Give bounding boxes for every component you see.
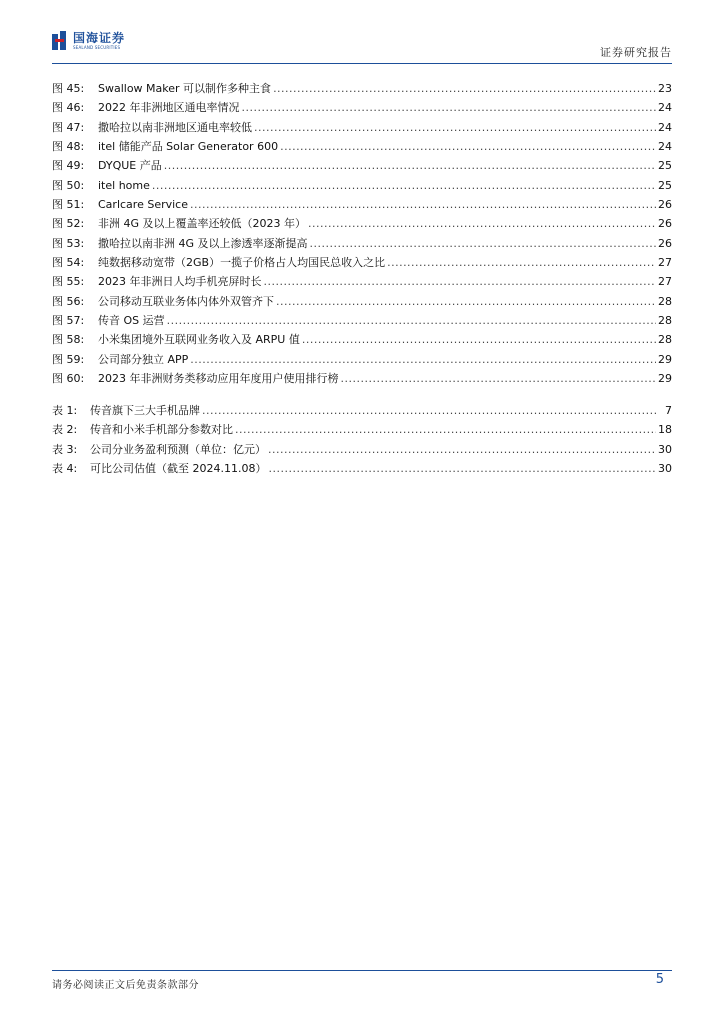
figure-title: 撒哈拉以南非洲 4G 及以上渗透率逐渐提高 (98, 236, 308, 250)
table-entry[interactable] (52, 402, 672, 421)
figure-label: 图 54: (52, 256, 85, 270)
dot-leader (190, 198, 656, 211)
figure-label: 图 58: (52, 333, 85, 347)
header-divider (52, 63, 672, 64)
figure-page-number: 29 (658, 372, 672, 386)
figure-page-number: 24 (658, 101, 672, 115)
figure-entry[interactable] (52, 215, 672, 234)
figure-label: 图 60: (52, 372, 85, 386)
dot-leader (268, 443, 656, 456)
figure-label: 图 46: (52, 101, 85, 115)
dot-leader (302, 333, 656, 346)
figure-title: 2023 年非洲财务类移动应用年度用户使用排行榜 (98, 372, 339, 386)
table-title: 公司分业务盈利预测（单位：亿元） (90, 442, 266, 456)
dot-leader (264, 275, 657, 288)
table-title: 传音和小米手机部分参数对比 (90, 423, 233, 437)
figure-title: 传音 OS 运营 (98, 314, 165, 328)
figure-page-number: 27 (658, 256, 672, 270)
figure-entry[interactable] (52, 177, 672, 196)
dot-leader (308, 217, 656, 230)
figure-entry[interactable] (52, 235, 672, 254)
dot-leader (268, 462, 656, 475)
figure-page-number: 24 (658, 120, 672, 134)
page-number: 5 (655, 972, 664, 987)
figure-entry[interactable] (52, 293, 672, 312)
dot-leader (276, 295, 656, 308)
figure-entry[interactable] (52, 254, 672, 273)
dot-leader (254, 121, 656, 134)
figure-label: 图 52: (52, 217, 85, 231)
table-label: 表 1: (52, 404, 78, 417)
logo-name-en: SEALAND SECURITIES (73, 45, 121, 50)
dot-leader (202, 404, 656, 417)
figure-label: 图 56: (52, 294, 85, 308)
table-title: 传音旗下三大手机品牌 (90, 404, 200, 417)
figure-title: 公司部分独立 APP (98, 352, 189, 366)
figure-page-number: 27 (658, 275, 672, 289)
figure-page-number: 24 (658, 140, 672, 154)
figure-label: 图 55: (52, 275, 85, 289)
figure-page-number: 23 (658, 82, 672, 95)
table-label: 表 2: (52, 423, 78, 437)
figure-label: 图 47: (52, 120, 85, 134)
table-entry[interactable] (52, 421, 672, 440)
table-page-number: 7 (665, 404, 672, 417)
figure-entry[interactable] (52, 312, 672, 331)
figure-page-number: 29 (658, 352, 672, 366)
table-page-number: 30 (658, 462, 672, 476)
figure-entry[interactable] (52, 80, 672, 99)
dot-leader (387, 256, 656, 269)
disclaimer-note: 请务必阅读正文后免责条款部分 (52, 980, 199, 991)
figure-label: 图 57: (52, 314, 85, 328)
figure-entry[interactable] (52, 99, 672, 118)
figure-page-number: 26 (658, 217, 672, 231)
table-label: 表 3: (52, 442, 78, 456)
figure-page-number: 28 (658, 333, 672, 347)
figure-title: itel home (98, 178, 150, 192)
dot-leader (167, 314, 656, 327)
table-entry[interactable] (52, 460, 672, 479)
figure-page-number: 25 (658, 159, 672, 173)
figure-title: 2022 年非洲地区通电率情况 (98, 101, 240, 115)
figure-title: 纯数据移动宽带（2GB）一揽子价格占人均国民总收入之比 (98, 256, 386, 270)
figure-entry[interactable] (52, 370, 672, 389)
report-type-title: 证券研究报告 (600, 46, 672, 59)
dot-leader (190, 353, 656, 366)
logo-icon (52, 31, 68, 51)
figure-entry[interactable] (52, 138, 672, 157)
dot-leader (341, 372, 657, 385)
dot-leader (242, 101, 657, 114)
table-label: 表 4: (52, 462, 78, 476)
figure-entry[interactable] (52, 196, 672, 215)
figure-label: 图 48: (52, 140, 85, 154)
figure-page-number: 28 (658, 314, 672, 328)
figure-label: 图 51: (52, 198, 85, 212)
figure-label: 图 59: (52, 352, 85, 366)
figure-title: itel 储能产品 Solar Generator 600 (98, 140, 279, 154)
footer-divider (52, 970, 672, 971)
figure-title: 撒哈拉以南非洲地区通电率较低 (98, 120, 252, 134)
figure-page-number: 25 (658, 178, 672, 192)
figure-page-number: 28 (658, 294, 672, 308)
dot-leader (280, 140, 656, 153)
figure-page-number: 26 (658, 198, 672, 212)
figure-title: Carlcare Service (98, 198, 188, 212)
figure-page-number: 26 (658, 236, 672, 250)
figure-title: DYQUE 产品 (98, 159, 162, 173)
company-logo (52, 30, 125, 52)
table-page-number: 30 (658, 442, 672, 456)
figure-title: Swallow Maker 可以制作多种主食 (98, 82, 272, 95)
figure-list (52, 80, 672, 390)
figure-label: 图 50: (52, 178, 85, 192)
dot-leader (310, 237, 656, 250)
dot-leader (235, 423, 656, 436)
dot-leader (152, 179, 656, 192)
figure-title: 小米集团境外互联网业务收入及 ARPU 值 (98, 333, 300, 347)
dot-leader (273, 82, 656, 95)
figure-title: 公司移动互联业务体内体外双管齐下 (98, 294, 274, 308)
figure-entry[interactable] (52, 157, 672, 176)
table-page-number: 18 (658, 423, 672, 437)
figure-entry[interactable] (52, 273, 672, 292)
figure-entry[interactable] (52, 119, 672, 138)
logo-name: 国海证券 (73, 31, 126, 45)
figure-label: 图 53: (52, 236, 85, 250)
table-title: 可比公司估值（截至 2024.11.08） (90, 462, 267, 476)
figure-entry[interactable] (52, 351, 672, 370)
figure-title: 非洲 4G 及以上覆盖率还较低（2023 年） (98, 217, 307, 231)
figure-entry[interactable] (52, 331, 672, 350)
figure-label: 图 49: (52, 159, 85, 173)
figure-label: 图 45: (52, 82, 85, 95)
dot-leader (164, 159, 656, 172)
table-list (52, 402, 672, 479)
table-entry[interactable] (52, 441, 672, 460)
figure-title: 2023 年非洲日人均手机亮屏时长 (98, 275, 262, 289)
